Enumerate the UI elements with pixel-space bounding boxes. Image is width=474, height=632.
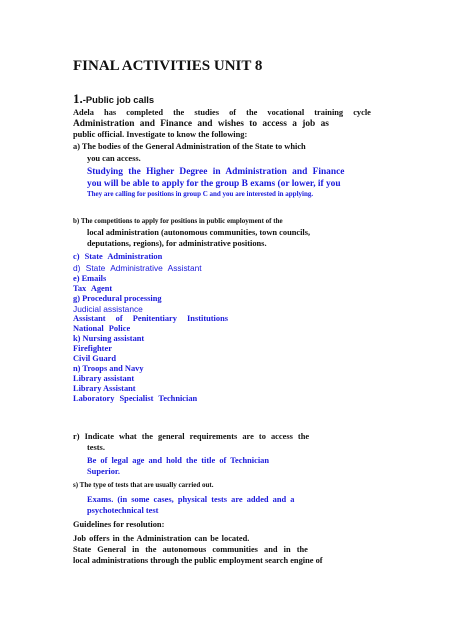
answer-s-line-2: psychotechnical test (87, 506, 159, 515)
answer-a-line-2: you will be able to apply for the group B exams (or lower, if you (87, 179, 341, 189)
page-title: FINAL ACTIVITIES UNIT 8 (73, 58, 263, 74)
section-1-heading (73, 91, 154, 107)
answer-a-line-1: Studying the Higher Degree in Administration and Finance (87, 167, 345, 177)
list-item: Library Assistant (73, 384, 136, 393)
list-item: c) State Administration (73, 252, 163, 261)
question-b-line-2: local administration (autonomous communities, town councils, (87, 228, 311, 237)
question-b-line-3: deputations, regions), for administrative positions. (87, 239, 267, 248)
guidelines-line-1: Job offers in the Administration can be located. (73, 534, 250, 543)
list-item: g) Procedural processing (73, 294, 162, 303)
answer-r-line-2: Superior. (87, 467, 120, 476)
list-item: d) State Administrative Assistant (73, 263, 202, 273)
list-item: Assistant of Penitentiary Institutions (73, 314, 228, 323)
question-r-line-1: r) Indicate what the general requirements are to access the (73, 432, 310, 441)
list-item: Firefighter (73, 344, 112, 353)
answer-r-line-1: Be of legal age and hold the title of Technician (87, 456, 270, 465)
answer-a-note: They are calling for positions in group C and you are interested in applying. (87, 190, 314, 198)
list-item: National Police (73, 324, 131, 333)
intro-line-2: Administration and Finance and wishes to access a job as (73, 119, 329, 129)
section-heading-text: -Public job calls (82, 94, 155, 105)
list-item: Laboratory Specialist Technician (73, 394, 198, 403)
question-a-line-2: you can access. (87, 154, 141, 163)
question-a-line-1: a) The bodies of the General Administration of the State to which (73, 142, 306, 151)
list-item: Tax Agent (73, 284, 113, 293)
question-b-line-1: b) The competitions to apply for positions in public employment of the (73, 217, 283, 225)
list-item: Civil Guard (73, 354, 117, 363)
section-number: 1. (73, 91, 83, 106)
question-r-line-2: tests. (87, 443, 105, 452)
intro-line-3: public official. Investigate to know the following: (73, 130, 248, 139)
answer-s-line-1: Exams. (in some cases, physical tests are added and a (87, 495, 295, 504)
guidelines-line-2: State General in the autonomous communities and in the (73, 545, 308, 554)
intro-line-1: Adela has completed the studies of the vocational training cycle (73, 108, 371, 117)
guidelines-heading: Guidelines for resolution: (73, 520, 165, 529)
list-item: Library assistant (73, 374, 135, 383)
list-item: n) Troops and Navy (73, 364, 144, 373)
list-item: k) Nursing assistant (73, 334, 145, 343)
question-s: s) The type of tests that are usually carried out. (73, 481, 214, 489)
list-item: e) Emails (73, 274, 107, 283)
list-item: Judicial assistance (73, 304, 143, 314)
guidelines-line-3: local administrations through the public employment search engine of (73, 556, 323, 565)
